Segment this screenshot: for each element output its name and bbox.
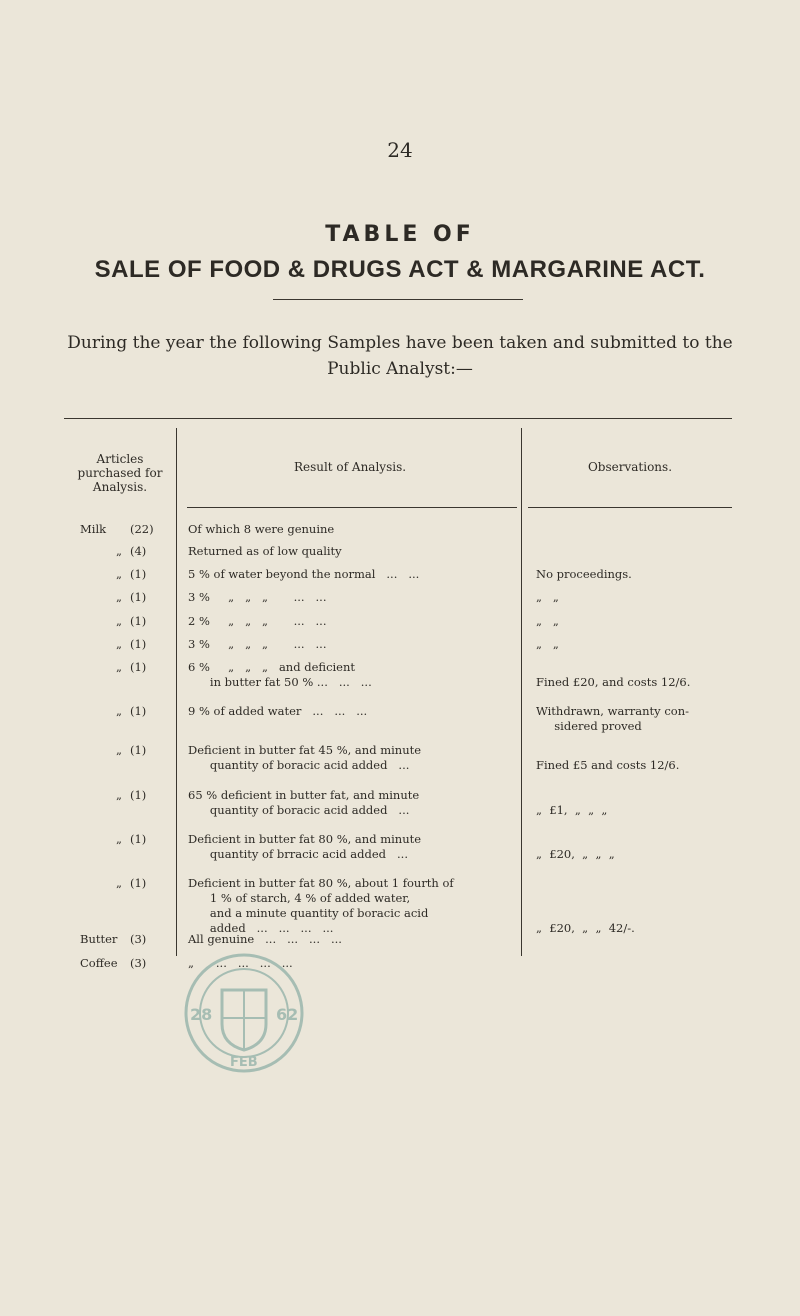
column-header-observations: Observations. <box>587 460 673 474</box>
observation-line: Withdrawn, warranty con- <box>536 704 689 718</box>
article-name: „ <box>116 704 122 718</box>
svg-text:FEB: FEB <box>230 1055 258 1070</box>
result-line: quantity of boracic acid added ... <box>188 803 410 817</box>
article-name: Coffee <box>80 956 118 970</box>
article-count: (1) <box>130 567 147 581</box>
article-count: (1) <box>130 637 147 651</box>
column-divider-1 <box>176 428 177 956</box>
result-line: in butter fat 50 % ... ... ... <box>188 675 372 689</box>
result-line: 9 % of added water ... ... ... <box>188 704 368 718</box>
article-count: (1) <box>130 614 147 628</box>
result-line: Deficient in butter fat 45 %, and minute <box>188 743 422 757</box>
result-line: 1 % of starch, 4 % of added water, <box>188 891 411 905</box>
article-name: „ <box>116 637 122 651</box>
article-count: (1) <box>130 743 147 757</box>
result-line: 65 % deficient in butter fat, and minute <box>188 788 420 802</box>
page-number: 24 <box>387 138 413 162</box>
observation-line: „ £20, „ „ 42/-. <box>536 921 635 935</box>
article-count: (1) <box>130 832 147 846</box>
result-line: Of which 8 were genuine <box>188 522 335 536</box>
article-count: (22) <box>130 522 154 536</box>
observation-line: Fined £20, and costs 12/6. <box>536 675 691 689</box>
table-heading: TABLE OF <box>325 222 475 247</box>
article-count: (1) <box>130 876 147 890</box>
article-name: „ <box>116 544 122 558</box>
intro-text: During the year the following Samples have been taken and submitted to the Public Analyst:— <box>67 333 733 379</box>
column-divider-2 <box>521 428 522 956</box>
result-line: added ... ... ... ... <box>188 921 334 935</box>
result-line: quantity of brracic acid added ... <box>188 847 408 861</box>
article-count: (4) <box>130 544 147 558</box>
result-line: Returned as of low quality <box>188 544 342 558</box>
article-name: „ <box>116 660 122 674</box>
column-header-result: Result of Analysis. <box>293 460 407 474</box>
column-header-articles: Articles purchased for Analysis. <box>77 452 163 494</box>
article-count: (1) <box>130 704 147 718</box>
article-name: „ <box>116 743 122 757</box>
observation-line: sidered proved <box>536 719 642 733</box>
article-count: (3) <box>130 932 147 946</box>
article-count: (1) <box>130 788 147 802</box>
article-name: „ <box>116 567 122 581</box>
article-count: (3) <box>130 956 147 970</box>
article-count: (1) <box>130 590 147 604</box>
article-name: „ <box>116 876 122 890</box>
observation-line: No proceedings. <box>536 567 632 581</box>
observation-line: „ £20, „ „ „ <box>536 847 615 861</box>
result-line: Deficient in butter fat 80 %, about 1 fourth of <box>188 876 454 890</box>
result-line: All genuine ... ... ... ... <box>188 932 342 946</box>
article-name: „ <box>116 832 122 846</box>
svg-text:28: 28 <box>190 1005 213 1024</box>
observation-line: „ „ <box>536 590 559 604</box>
observation-line: „ „ <box>536 637 559 651</box>
result-line: and a minute quantity of boracic acid <box>188 906 429 920</box>
result-line: „ ... ... ... ... <box>188 956 293 970</box>
museum-stamp <box>180 952 308 1074</box>
result-line: 3 % „ „ „ ... ... <box>188 637 327 651</box>
article-name: „ <box>116 590 122 604</box>
observation-line: „ £1, „ „ „ <box>536 803 608 817</box>
article-name: „ <box>116 788 122 802</box>
title-rule <box>273 299 523 300</box>
article-name: Milk <box>80 522 107 536</box>
result-line: 5 % of water beyond the normal ... ... <box>188 567 420 581</box>
observation-line: Fined £5 and costs 12/6. <box>536 758 680 772</box>
result-line: Deficient in butter fat 80 %, and minute <box>188 832 422 846</box>
header-rule-observations <box>528 507 732 508</box>
table-top-rule <box>64 418 732 419</box>
header-rule-result <box>187 507 517 508</box>
article-name: Butter <box>80 932 118 946</box>
result-line: 2 % „ „ „ ... ... <box>188 614 327 628</box>
result-line: 3 % „ „ „ ... ... <box>188 590 327 604</box>
article-count: (1) <box>130 660 147 674</box>
article-name: „ <box>116 614 122 628</box>
result-line: 6 % „ „ „ and deficient <box>188 660 356 674</box>
act-title: SALE OF FOOD & DRUGS ACT & MARGARINE ACT. <box>94 256 706 283</box>
svg-text:62: 62 <box>276 1005 299 1024</box>
result-line: quantity of boracic acid added ... <box>188 758 410 772</box>
observation-line: „ „ <box>536 614 559 628</box>
